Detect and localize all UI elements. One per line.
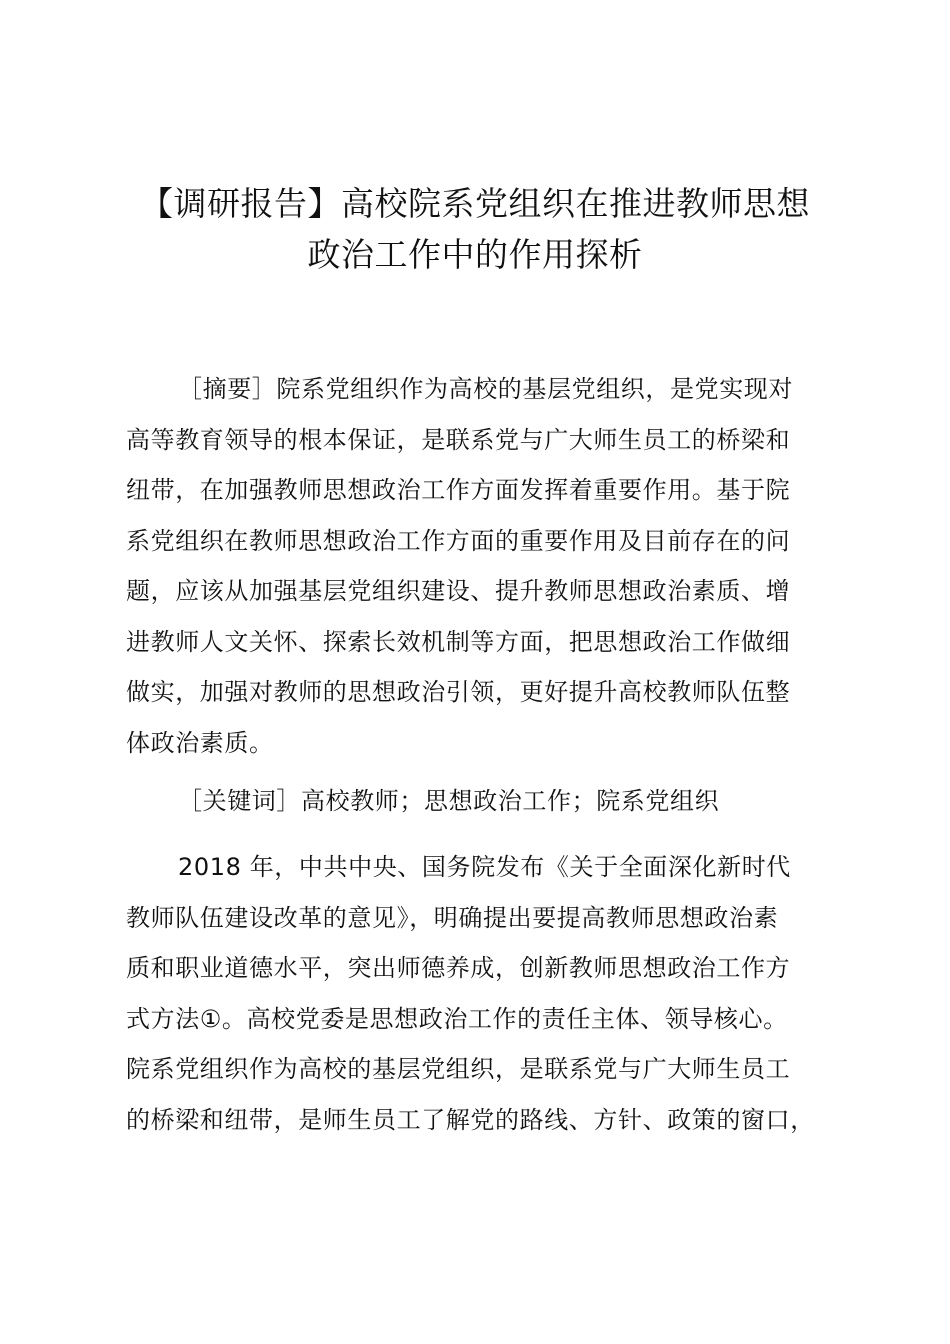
abstract-line: 纽带，在加强教师思想政治工作方面发挥着重要作用。基于院 [126,476,791,504]
title-line: 政治工作中的作用探析 [307,235,643,274]
intro-line: 的桥梁和纽带，是师生员工了解党的路线、方针、政策的窗口， [126,1105,815,1134]
abstract-line: 体政治素质。 [126,728,274,757]
intro-line: 教师队伍建设改革的意见》，明确提出要提高教师思想政治素 [126,903,779,932]
abstract-line: 系党组织在教师思想政治工作方面的重要作用及目前存在的问 [126,526,791,555]
title-line: 【调研报告】高校院系党组织在推进教师思想 [140,184,810,223]
abstract-paragraph [126,364,840,768]
abstract-line: 进教师人文关怀、探索长效机制等方面，把思想政治工作做细 [126,627,791,656]
intro-line: 式方法①。高校党委是思想政治工作的责任主体、领导核心。 [126,1004,788,1033]
abstract-line: 题，应该从加强基层党组织建设、提升教师思想政治素质、增 [126,577,791,605]
abstract-line: 做实，加强对教师的思想政治引领，更好提升高校教师队伍整 [126,678,791,706]
intro-line: 2018 年，中共中央、国务院发布《关于全面深化新时代 [178,853,791,881]
keywords-line: ［关键词］高校教师；思想政治工作；院系党组织 [178,787,720,815]
intro-paragraph [126,842,840,1145]
abstract-line: 高等教育领导的根本保证，是联系党与广大师生员工的桥梁和 [126,425,791,454]
abstract-line: ［摘要］院系党组织作为高校的基层党组织，是党实现对 [178,375,793,403]
document-title [60,178,890,280]
keywords-paragraph [126,776,840,827]
intro-line: 质和职业道德水平，突出师德养成，创新教师思想政治工作方 [126,954,791,982]
intro-line: 院系党组织作为高校的基层党组织，是联系党与广大师生员工 [126,1055,791,1083]
